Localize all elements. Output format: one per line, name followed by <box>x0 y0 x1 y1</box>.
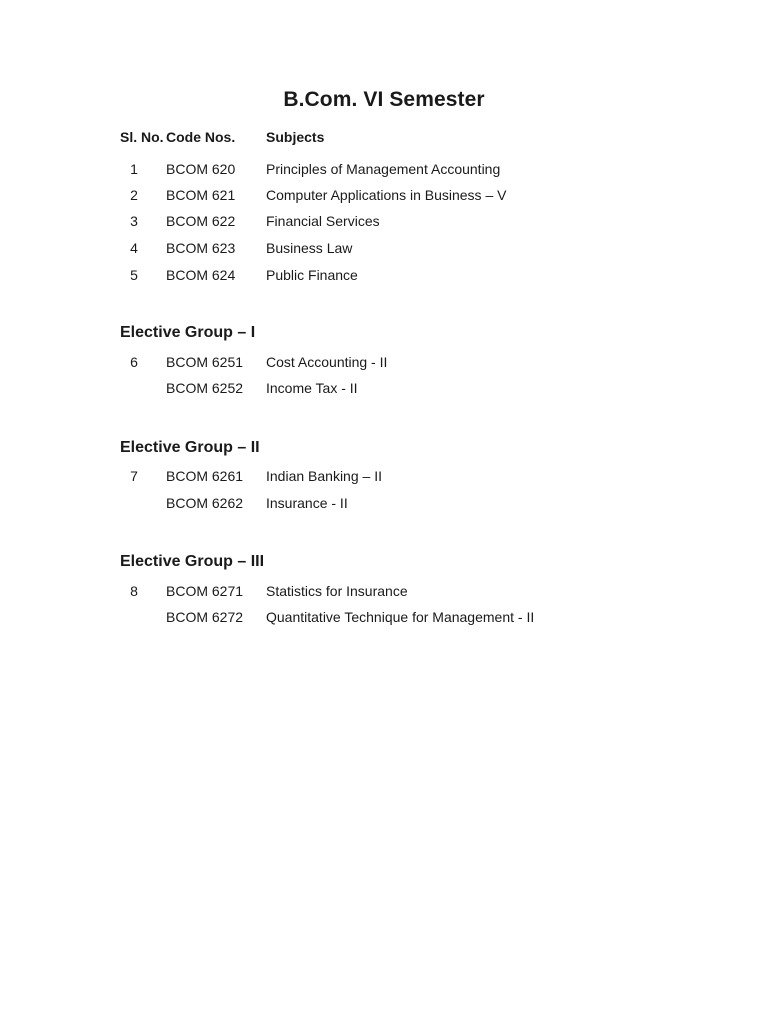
table-row <box>0 267 768 285</box>
row-code: BCOM 6271 <box>166 583 244 599</box>
row-subject: Cost Accounting - II <box>266 354 388 370</box>
table-row <box>0 609 768 627</box>
row-subject: Public Finance <box>266 267 358 283</box>
elective-group-heading: Elective Group – I <box>120 324 256 341</box>
row-code: BCOM 6262 <box>166 495 244 511</box>
page-title: B.Com. VI Semester <box>283 88 485 111</box>
table-row <box>0 468 768 486</box>
elective-group-heading: Elective Group – III <box>120 553 265 570</box>
row-subject: Statistics for Insurance <box>266 583 408 599</box>
row-code: BCOM 6252 <box>166 380 244 396</box>
row-code: BCOM 624 <box>166 267 236 283</box>
row-subject: Quantitative Technique for Management - II <box>266 609 535 625</box>
header-sl-no: Sl. No. <box>120 129 164 145</box>
row-subject: Business Law <box>266 240 353 256</box>
row-number: 3 <box>130 213 138 229</box>
row-code: BCOM 6251 <box>166 354 244 370</box>
row-number: 5 <box>130 267 138 283</box>
row-number: 8 <box>130 583 138 599</box>
table-row <box>0 161 768 179</box>
row-code: BCOM 620 <box>166 161 236 177</box>
elective-group-heading: Elective Group – II <box>120 439 260 456</box>
table-row <box>0 187 768 205</box>
table-row <box>0 495 768 513</box>
row-number: 2 <box>130 187 138 203</box>
row-code: BCOM 6261 <box>166 468 244 484</box>
table-header <box>0 129 768 147</box>
row-subject: Income Tax - II <box>266 380 358 396</box>
row-number: 4 <box>130 240 138 256</box>
row-number: 1 <box>130 161 138 177</box>
row-number: 7 <box>130 468 138 484</box>
table-row <box>0 354 768 372</box>
row-code: BCOM 621 <box>166 187 236 203</box>
row-subject: Insurance - II <box>266 495 348 511</box>
row-subject: Indian Banking – II <box>266 468 382 484</box>
row-code: BCOM 6272 <box>166 609 244 625</box>
row-subject: Principles of Management Accounting <box>266 161 501 177</box>
row-code: BCOM 623 <box>166 240 236 256</box>
row-subject: Computer Applications in Business – V <box>266 187 507 203</box>
table-row <box>0 213 768 231</box>
row-subject: Financial Services <box>266 213 380 229</box>
header-code-nos: Code Nos. <box>166 129 236 145</box>
row-number: 6 <box>130 354 138 370</box>
table-row <box>0 380 768 398</box>
row-code: BCOM 622 <box>166 213 236 229</box>
table-row <box>0 240 768 258</box>
table-row <box>0 583 768 601</box>
header-subjects: Subjects <box>266 129 325 145</box>
